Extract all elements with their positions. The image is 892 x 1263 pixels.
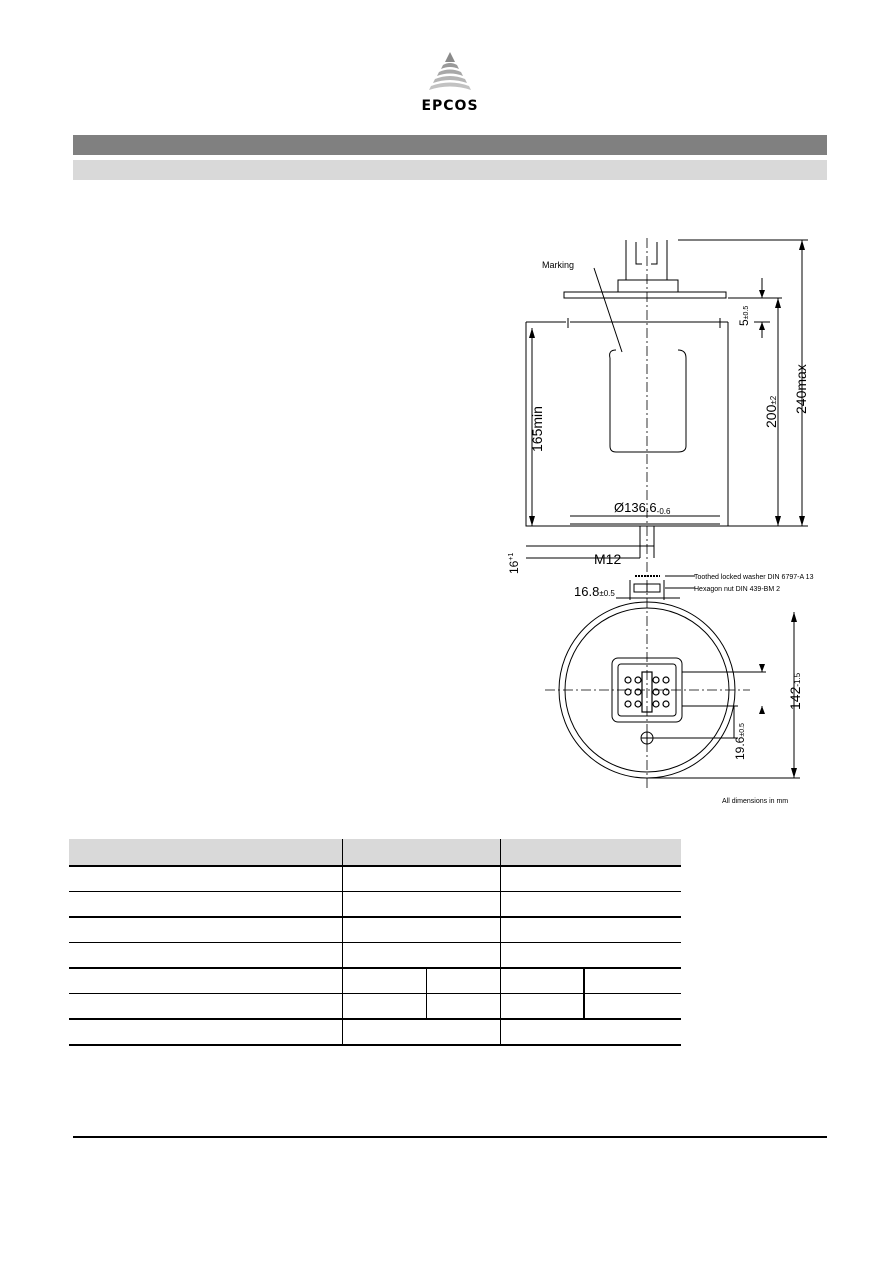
- table-row: [69, 917, 681, 943]
- table-cell: [584, 994, 681, 1020]
- table-cell: [69, 839, 342, 866]
- table-cell: [342, 839, 500, 866]
- dim-5-label: 5±0.5: [737, 305, 751, 326]
- dim-200-label: 200±2: [763, 395, 779, 428]
- table-cell: [342, 994, 426, 1020]
- table-cell: [342, 917, 500, 943]
- spec-table: [69, 839, 681, 1046]
- footer-rule: [73, 1136, 827, 1138]
- dim-240-label: 240max: [793, 364, 809, 414]
- nut-label: Hexagon nut DIN 439-BM 2: [694, 586, 780, 593]
- table-header-row: [69, 839, 681, 866]
- table-row: [69, 1019, 681, 1045]
- table-cell: [342, 1019, 500, 1045]
- table-cell: [69, 892, 342, 918]
- table-row: [69, 866, 681, 892]
- table-cell: [500, 866, 681, 892]
- table-cell: [69, 994, 342, 1020]
- table-cell: [426, 994, 500, 1020]
- dim-16-label: $16^{+1}$: [507, 552, 521, 574]
- title-bar: [73, 135, 827, 155]
- units-note: All dimensions in mm: [722, 798, 789, 805]
- table-cell: [69, 968, 342, 994]
- table-cell: [342, 968, 426, 994]
- table-cell: [500, 994, 584, 1020]
- epcos-logo-mark: [410, 50, 490, 98]
- table-cell: [500, 839, 681, 866]
- dim-16-8-label: 16.8±0.5: [574, 584, 615, 599]
- table-cell: [500, 968, 584, 994]
- table-cell: [584, 968, 681, 994]
- washer-label: Toothed locked washer DIN 6797-A 13: [694, 574, 814, 581]
- table-cell: [342, 943, 500, 969]
- marking-label: Marking: [542, 260, 575, 270]
- dim-diameter-label: Ø136.6-0.6: [614, 500, 671, 516]
- table-row: [69, 943, 681, 969]
- subtitle-bar: [73, 160, 827, 180]
- dim-19-6-label: 19.6±0.5: [733, 723, 747, 760]
- dim-165-label: 165min: [529, 406, 545, 452]
- table-cell: [69, 866, 342, 892]
- table-row: [69, 892, 681, 918]
- brand-name: EPCOS: [421, 98, 479, 114]
- dimension-drawing: [490, 228, 830, 818]
- table-cell: [500, 892, 681, 918]
- dim-142-label: 142-1.5: [787, 672, 803, 710]
- table-cell: [342, 866, 500, 892]
- table-cell: [342, 892, 500, 918]
- table-cell: [69, 1019, 342, 1045]
- epcos-logo: [410, 50, 490, 120]
- table-cell: [69, 943, 342, 969]
- thread-label: M12: [594, 551, 622, 567]
- table-cell: [69, 917, 342, 943]
- table-cell: [426, 968, 500, 994]
- table-row: [69, 968, 681, 994]
- table-cell: [500, 943, 681, 969]
- table-cell: [500, 1019, 681, 1045]
- table-row: [69, 994, 681, 1020]
- table-cell: [500, 917, 681, 943]
